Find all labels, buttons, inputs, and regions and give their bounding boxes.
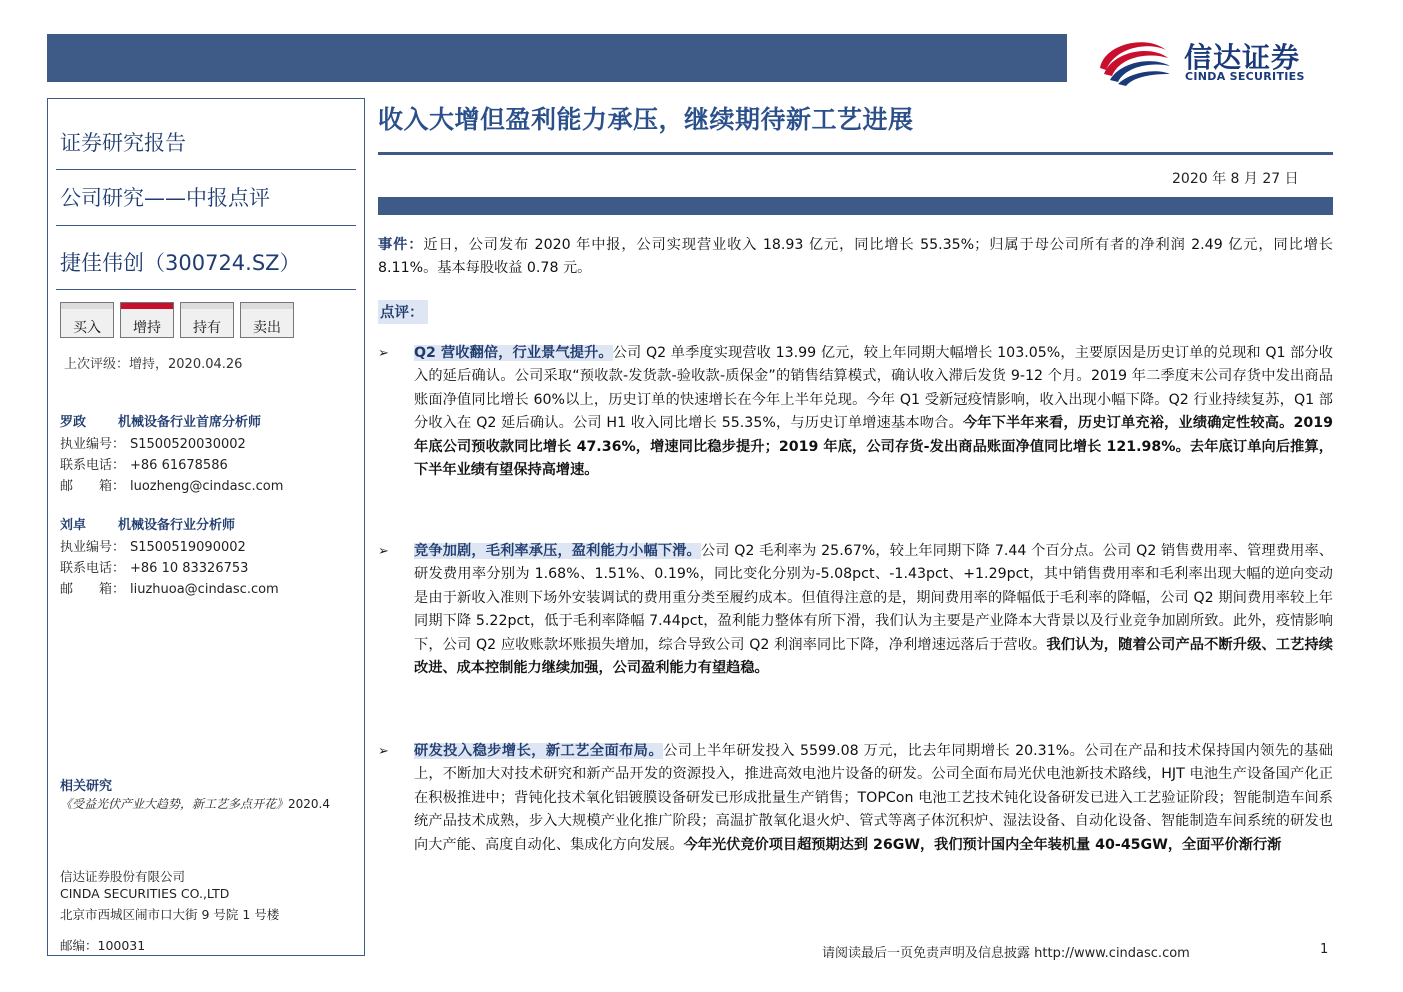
left-panel [47, 98, 365, 956]
event-section [378, 234, 1333, 281]
rating-indicator [241, 303, 293, 309]
rating-overweight [120, 302, 174, 338]
bullet-headline: 研发投入稳步增长，新工艺全面布局。 [414, 743, 664, 759]
report-category: 公司研究——中报点评 [60, 186, 270, 210]
company-name: 捷佳伟创（300724.SZ） [60, 251, 301, 275]
arrow-bullet-icon: ➢ [378, 744, 389, 759]
bullet-body: 公司上半年研发投入 5599.08 万元，比去年同期增长 20.31%。公司在产品和技术保持国内领先的基础上，不断加大对技术研究和新产品开发的资源投入，推进高效电池片设备的研发。公司全面布局光伏电池新技术路线，HJT 电池生产设备国产化正在积极推进中；背钝化技术氧化铝镀膜设备研发已形成批量生产销售；TOPCon 电池工艺技术钝化设备研发已进入工艺验证阶段；智能制造车间系统产品技术成熟，步入大规模产业化推广阶段；高温扩散氧化退火炉、管式等离子体沉积炉、湿法设备、自动化设备、智能制造车间系统的研发也向大产能、高度自动化、集成化方向发展。 [414, 743, 1333, 853]
analyst-title: 机械设备行业分析师 [118, 518, 236, 533]
page-number: 1 [1320, 942, 1329, 957]
event-paragraph [378, 234, 1333, 281]
rating-label: 卖出 [253, 320, 281, 336]
arrow-bullet-icon: ➢ [378, 544, 389, 559]
bullet-text [414, 342, 1333, 482]
bullet-headline: Q2 营收翻倍，行业景气提升。 [414, 345, 613, 361]
divider [56, 225, 356, 226]
rating-indicator [181, 303, 233, 309]
rating-scale [60, 302, 300, 340]
company-name-en: CINDA SECURITIES CO.,LTD [60, 886, 230, 901]
company-zip: 邮编：100031 [60, 938, 146, 953]
bullet-emphasis: 今年下半年来看，历史订单充裕，业绩确定性较高。2019 年底公司预收款同比增长 47.36%，增速同比稳步提升；2019 年底，公司存货-发出商品账面净值同比增长 121.98%。去年底订单向后推算，下半年业绩有望保持高增速。 [414, 415, 1333, 479]
analyst-name-line [60, 411, 360, 433]
rating-indicator [61, 303, 113, 309]
report-title: 收入大增但盈利能力承压，继续期待新工艺进展 [378, 105, 914, 134]
analyst-license: 执业编号： S1500519090002 [60, 540, 246, 555]
company-address: 北京市西城区闹市口大街 9 号院 1 号楼 [60, 907, 280, 922]
bullet-text [414, 740, 1333, 857]
related-heading: 相关研究 [60, 779, 113, 794]
analyst-name: 刘卓 [60, 518, 87, 533]
analyst-card [60, 411, 360, 496]
brand-name-cn: 信达证券 [1184, 41, 1301, 74]
company-info [60, 867, 360, 955]
section-bar [378, 197, 1333, 215]
bullet-headline: 竞争加剧，毛利率承压，盈利能力小幅下滑。 [414, 543, 701, 559]
analyst-phone: 联系电话： +86 61678586 [60, 458, 228, 473]
rating-indicator-active [121, 303, 173, 309]
rating-sell [240, 302, 294, 338]
bullet-body: 公司 Q2 毛利率为 25.67%，较上年同期下降 7.44 个百分点。公司 Q2 销售费用率、管理费用率、研发费用率分别为 1.68%、1.51%、0.19%，同比变化分别为-5.08pct、-1.43pct、+1.29pct，其中销售费用率和毛利率出现大幅的逆向变动是由于新收入准则下场外安装调试的费用重分类至履约成本。但值得注意的是，期间费用率的降幅低于毛利率的降幅，公司 Q2 期间费用率较上年同期下降 5.22pct，低于毛利率降幅 7.44pct，盈利能力整体有所下滑，我们认为主要是产业降本大背景以及行业竞争加剧所致。此外，疫情影响下，公司 Q2 应收账款坏账损失增加，综合导致公司 Q2 利润率同比下降，净利增速远落后于营收。 [414, 543, 1333, 653]
divider [56, 169, 356, 170]
analyst-name: 罗政 [60, 415, 87, 430]
analyst-email[interactable]: 邮 箱： liuzhuoa@cindasc.com [60, 582, 279, 597]
bullet-text [414, 540, 1333, 680]
rating-hold [180, 302, 234, 338]
analyst-phone: 联系电话： +86 10 83326753 [60, 561, 249, 576]
rating-buy [60, 302, 114, 338]
comment-label: 点评： [378, 300, 428, 324]
brand-name-en: CINDA SECURITIES [1185, 70, 1305, 83]
header-bar [47, 34, 1067, 82]
report-type: 证券研究报告 [60, 131, 186, 155]
analyst-title: 机械设备行业首席分析师 [118, 415, 262, 430]
bullet-point [378, 540, 1333, 680]
related-item[interactable]: 《受益光伏产业大趋势，新工艺多点开花》2020.4 [60, 797, 331, 811]
cinda-logo-icon [1094, 30, 1172, 88]
divider [56, 289, 356, 290]
bullet-point [378, 740, 1333, 857]
brand-logo [1094, 30, 1344, 90]
report-date: 2020 年 8 月 27 日 [1172, 171, 1299, 187]
analyst-name-line [60, 514, 360, 536]
rating-label: 持有 [193, 320, 221, 336]
title-divider [378, 152, 1333, 155]
company-name-cn: 信达证券股份有限公司 [60, 869, 186, 884]
bullet-emphasis: 我们认为，随着公司产品不断升级、工艺持续改进、成本控制能力继续加强，公司盈利能力有望趋稳。 [414, 636, 1333, 677]
event-text: 近日，公司发布 2020 年中报，公司实现营业收入 18.93 亿元，同比增长 55.35%；归属于母公司所有者的净利润 2.49 亿元，同比增长 8.11%。基本每股收益 0.78 元。 [378, 237, 1333, 277]
analyst-email[interactable]: 邮 箱： luozheng@cindasc.com [60, 479, 284, 494]
bullet-body: 公司 Q2 单季度实现营收 13.99 亿元，较上年同期大幅增长 103.05%，主要原因是历史订单的兑现和 Q1 部分收入的延后确认。公司采取“预收款-发货款-验收款-质保金”的销售结算模式，确认收入滞后发货 9-12 个月。2019 年二季度末公司存货中发出商品账面净值同比增长 60%以上，历史订单的快速增长在今年上半年兑现。今年 Q1 受新冠疫情影响，收入出现小幅下降。Q2 行业持续复苏，Q1 部分收入在 Q2 延后确认。公司 H1 收入同比增长 55.35%，与历史订单增速基本吻合。 [414, 345, 1333, 432]
rating-label: 买入 [73, 320, 101, 336]
analyst-license: 执业编号： S1500520030002 [60, 437, 246, 452]
arrow-bullet-icon: ➢ [378, 346, 389, 361]
footer-disclaimer-link[interactable]: 请阅读最后一页免责声明及信息披露 http://www.cindasc.com [822, 946, 1190, 961]
analyst-card [60, 514, 360, 599]
previous-rating: 上次评级：增持，2020.04.26 [64, 357, 243, 372]
event-label: 事件： [378, 237, 424, 253]
bullet-emphasis: 今年光伏竞价项目超预期达到 26GW，我们预计国内全年装机量 40-45GW，全面平价渐行渐 [683, 836, 1282, 853]
rating-label: 增持 [133, 320, 161, 336]
related-research [60, 775, 360, 812]
bullet-point [378, 342, 1333, 482]
